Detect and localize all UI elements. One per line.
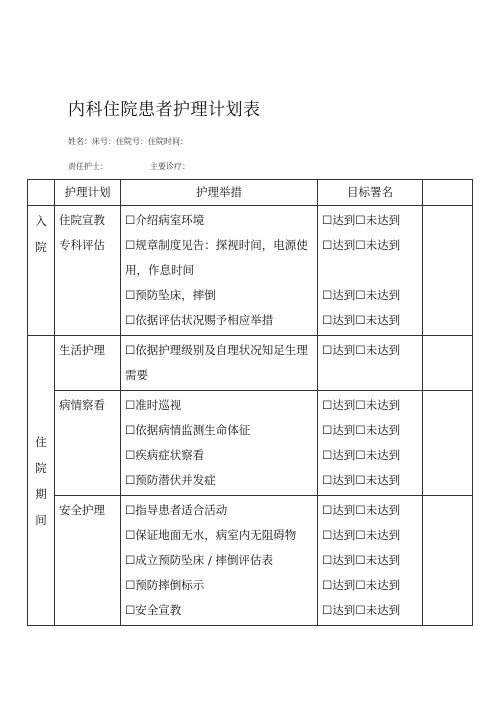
goal-checkbox[interactable]: ☐达到☐未达到 (322, 528, 401, 542)
goal-checkbox[interactable]: ☐达到☐未达到 (322, 578, 401, 592)
goal-checkbox[interactable]: ☐达到☐未达到 (322, 238, 401, 252)
responsible-nurse-label: 责任护士： (68, 162, 108, 171)
goal-checkbox[interactable]: ☐达到☐未达到 (322, 343, 401, 357)
measure-item: ☐预防潜伏并发症 (125, 473, 216, 487)
plan-admission (55, 206, 121, 336)
goal-checkbox[interactable]: ☐达到☐未达到 (322, 448, 401, 462)
header-measures: 护理举措 (121, 180, 318, 206)
measure-item: ☐安全宣教 (125, 603, 182, 617)
header-row (28, 180, 473, 206)
goal-checkbox[interactable]: ☐达到☐未达到 (322, 423, 401, 437)
plan-item: 专科评估 (59, 238, 105, 252)
measure-item: ☐依据护理级别及自理状况知足生理 (125, 343, 308, 357)
patient-info-line: 姓名：床号：住院号：住院时间： (68, 137, 188, 146)
goal-checkbox[interactable]: ☐达到☐未达到 (322, 398, 401, 412)
goal-checkbox[interactable]: ☐达到☐未达到 (322, 473, 401, 487)
extra-cell (423, 206, 473, 336)
measure-item: ☐保证地面无水，病室内无阻碍物 (125, 528, 297, 542)
nursing-plan-table (27, 179, 473, 626)
goal-life (318, 336, 423, 391)
table-row-observe (28, 391, 473, 496)
page-title: 内科住院患者护理计划表 (68, 100, 261, 120)
phase-char: 期 (35, 486, 47, 501)
goal-admission (318, 206, 423, 336)
phase-char: 住 (35, 434, 47, 449)
phase-char: 入 (35, 214, 47, 228)
extra-cell (423, 391, 473, 496)
goal-checkbox[interactable]: ☐达到☐未达到 (322, 603, 401, 617)
measure-item: ☐预防摔倒标示 (125, 578, 205, 592)
measure-item: ☐介绍病室环境 (125, 213, 205, 227)
measure-item: ☐规章制度见告：探视时间，电源使 (125, 238, 308, 252)
measure-item: 用，作息时间 (125, 263, 194, 277)
goal-checkbox[interactable]: ☐达到☐未达到 (322, 288, 401, 302)
measures-life (121, 336, 318, 391)
header-extra (423, 180, 473, 206)
table-row-safety (28, 496, 473, 626)
main-treatment-label: 主要诊疗： (150, 162, 190, 171)
measure-item: ☐成立预防坠床 / 摔倒评估表 (125, 553, 273, 567)
goal-checkbox[interactable]: ☐达到☐未达到 (322, 553, 401, 567)
measures-safety (121, 496, 318, 626)
plan-safety: 安全护理 (55, 496, 121, 626)
measures-observe (121, 391, 318, 496)
plan-item: 住院宣教 (59, 213, 105, 227)
measure-item: ☐依据评估状况赐予相应举措 (125, 313, 274, 327)
phase-char: 间 (35, 512, 47, 527)
header-plan: 护理计划 (55, 180, 121, 206)
goal-checkbox[interactable]: ☐达到☐未达到 (322, 503, 401, 517)
measure-item: ☐依据病情监测生命体征 (125, 423, 251, 437)
phase-admission (28, 206, 55, 336)
phase-char: 院 (35, 460, 47, 475)
header-goal: 目标署名 (318, 180, 423, 206)
measure-item: ☐疾病症状察看 (125, 448, 205, 462)
measure-item: ☐准时巡视 (125, 398, 182, 412)
goal-safety (318, 496, 423, 626)
goal-checkbox[interactable]: ☐达到☐未达到 (322, 213, 401, 227)
extra-cell (423, 336, 473, 391)
header-phase (28, 180, 55, 206)
goal-observe (318, 391, 423, 496)
table-row-admission (28, 206, 473, 336)
goal-checkbox[interactable]: ☐达到☐未达到 (322, 313, 401, 327)
phase-char: 院 (35, 240, 47, 254)
measures-admission (121, 206, 318, 336)
measure-item: ☐预防坠床，摔倒 (125, 288, 216, 302)
measure-item: 需要 (125, 368, 148, 382)
plan-observe: 病情察看 (55, 391, 121, 496)
extra-cell (423, 496, 473, 626)
phase-inpatient (28, 336, 55, 626)
table-row-life (28, 336, 473, 391)
measure-item: ☐指导患者适合活动 (125, 503, 228, 517)
plan-life: 生活护理 (55, 336, 121, 391)
